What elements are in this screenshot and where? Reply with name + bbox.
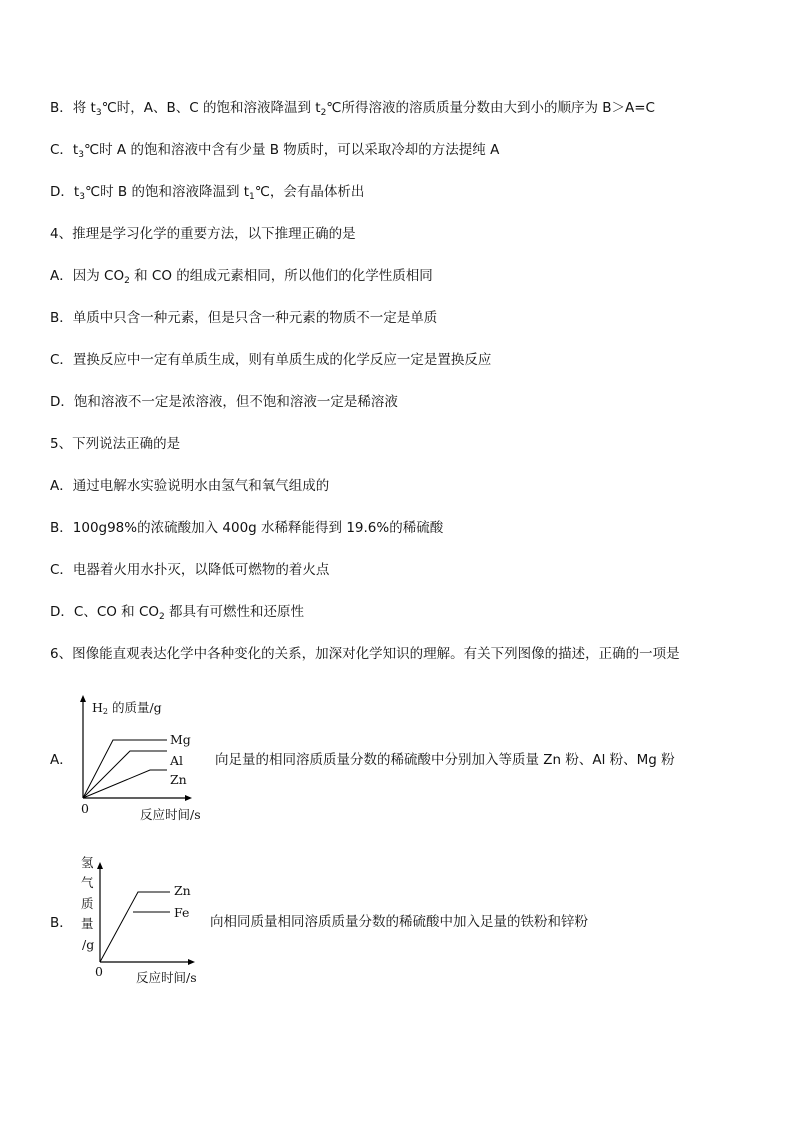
subscript: 3 [95,108,102,118]
graph-b-ylabel-0: 氢 [81,855,94,870]
series-label-fe: Fe [174,905,190,920]
series-label-mg: Mg [170,732,191,747]
q4-option-b: B．单质中只含一种元素，但是只含一种元素的物质不一定是单质 [50,310,438,326]
text: 的质量/g [108,700,162,715]
q6-option-b-graph [78,852,218,985]
series-zn-line [100,892,170,962]
q4-option-d: D．饱和溶液不一定是浓溶液，但不饱和溶液一定是稀溶液 [50,394,398,410]
subscript: 2 [320,108,327,118]
graph-a-origin: 0 [81,801,89,816]
q6-option-a-description: 向足量的相同溶质质量分数的稀硫酸中分别加入等质量 Zn 粉、Al 粉、Mg 粉 [215,752,675,768]
graph-b-ylabel-4: /g [82,937,95,952]
graph-b-ylabel-3: 量 [81,916,94,931]
text: ℃时 B 的饱和溶液降温到 t [84,184,250,200]
text: ℃所得溶液的溶质质量分数由大到小的顺序为 B＞A=C [326,100,655,116]
text: D．C、CO 和 CO [50,604,160,620]
q5-stem: 5、下列说法正确的是 [50,436,181,452]
series-label-zn: Zn [174,883,191,898]
graph-a-xlabel: 反应时间/s [140,807,201,822]
graph-b-ylabel-2: 质 [81,896,94,911]
graph-b-origin: 0 [95,964,103,979]
text: ℃时，A、B、C 的饱和溶液降温到 t [101,100,321,116]
graph-b-axes [78,852,218,982]
subscript: 3 [78,150,84,160]
series-mg-line [83,740,167,798]
text: 都具有可燃性和还原性 [164,604,305,620]
subscript: 3 [79,192,85,202]
q4-option-a [50,267,433,290]
q3-option-b [50,99,655,122]
q6-stem: 6、图像能直观表达化学中各种变化的关系，加深对化学知识的理解。有关下列图像的描述，正确的一项是 [50,646,680,662]
graph-b-xlabel: 反应时间/s [136,970,197,985]
text: H [92,700,103,715]
text: B．将 t [50,100,96,116]
series-label-al: Al [170,753,184,768]
q6-option-a-graph [70,695,210,825]
series-label-zn: Zn [170,772,187,787]
subscript: 1 [249,192,255,202]
q6-option-b-description: 向相同质量相同溶质质量分数的稀硫酸中加入足量的铁粉和锌粉 [210,914,588,930]
q3-option-d [50,183,364,206]
subscript: 2 [124,276,130,286]
q5-option-c: C．电器着火用水扑灭，以降低可燃物的着火点 [50,562,330,578]
q5-option-d [50,603,304,626]
text: D．t [50,184,80,200]
q3-option-c [50,141,499,164]
q5-option-b: B．100g98%的浓硫酸加入 400g 水稀释能得到 19.6%的稀硫酸 [50,520,444,536]
q4-stem: 4、推理是学习化学的重要方法，以下推理正确的是 [50,226,356,242]
q6-option-b-letter: B． [50,915,73,931]
q4-option-c: C．置换反应中一定有单质生成，则有单质生成的化学反应一定是置换反应 [50,352,492,368]
q5-option-a: A．通过电解水实验说明水由氢气和氧气组成的 [50,478,330,494]
graph-a-ylabel [92,698,162,716]
text: 和 CO 的组成元素相同，所以他们的化学性质相同 [129,268,433,284]
subscript: 2 [102,707,108,716]
graph-b-ylabel-1: 气 [81,875,94,890]
text: ℃，会有晶体析出 [254,184,365,200]
q6-option-a-letter: A． [50,752,73,768]
subscript: 2 [159,612,165,622]
text: ℃时 A 的饱和溶液中含有少量 B 物质时，可以采取冷却的方法提纯 A [83,142,500,158]
text: A．因为 CO [50,268,125,284]
text: C．t [50,142,79,158]
